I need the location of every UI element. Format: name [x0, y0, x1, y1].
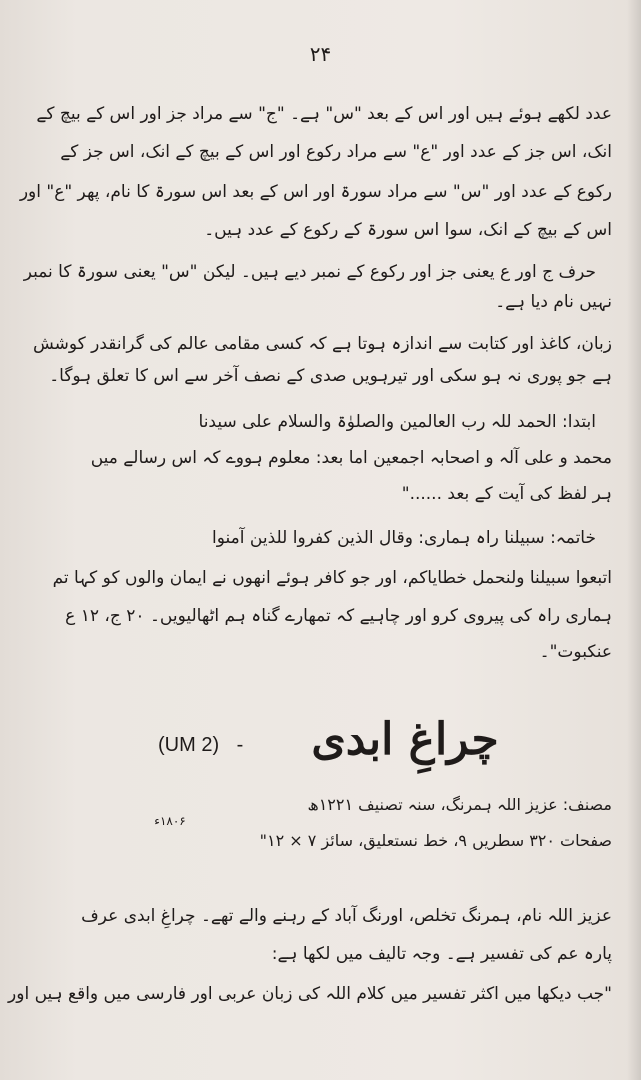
para2-line-1: حرف ج اور ع یعنی جز اور رکوع کے نمبر دیے ہیں۔ لیکن "س" یعنی سورۃ کا نمبر	[23, 262, 596, 282]
para4-line-1: ابتدا: الحمد للہ رب العالمین والصلوٰۃ والسلام علی سیدنا	[198, 412, 596, 432]
manuscript-code	[158, 734, 298, 757]
para5-line-3: ہماری راہ کی پیروی کرو اور چاہیے کہ تمھارے گناہ ہم اٹھالیویں۔ ۲۰ ج، ۱۲ ع	[65, 606, 612, 626]
para3-line-2: ہے جو پوری نہ ہو سکی اور تیرہویں صدی کے نصف آخر سے اس کا تعلق ہوگا۔	[49, 366, 612, 386]
para6-line-1: عزیز اللہ نام، ہمرنگ تخلص، اورنگ آباد کے رہنے والے تھے۔ چراغِ ابدی عرف	[81, 906, 612, 926]
para3-line-1: زبان، کاغذ اور کتابت سے اندازہ ہوتا ہے کہ کسی مقامی عالم کی گرانقدر کوشش	[32, 334, 612, 354]
para6-line-3: "جب دیکھا میں اکثر تفسیر میں کلام اللہ کی زبان عربی اور فارسی میں واقع ہیں اور	[8, 984, 612, 1004]
para6-line-2: پارہ عم کی تفسیر ہے۔ وجہ تالیف میں لکھا ہے:	[271, 944, 612, 964]
para4-line-3: ہر لفظ کی آیت کے بعد ......"	[401, 484, 612, 504]
year-ad: ۱۸۰۶ء	[154, 814, 186, 828]
para5-line-1: خاتمہ: سبیلنا راہ ہماری: وقال الذین کفروا للذین آمنوا	[212, 528, 596, 548]
para1-line-1: عدد لکھے ہوئے ہیں اور اس کے بعد "س" ہے۔ "ج" سے مراد جز اور اس کے بیچ کے	[36, 104, 612, 124]
page-binding-shadow	[627, 0, 641, 1080]
title-dash: -	[236, 734, 244, 756]
pages-line: صفحات ۳۲۰ سطریں ۹، خط نستعلیق، سائز ۷ × ۱۲"	[259, 831, 612, 850]
para5-line-4: عنکبوت"۔	[539, 642, 612, 662]
para1-line-4: اس کے بیچ کے انک، سوا اس سورۃ کے رکوع کے عدد ہیں۔	[204, 220, 612, 240]
author-line: مصنف: عزیز اللہ ہمرنگ، سنہ تصنیف ۱۲۲۱ھ	[307, 795, 612, 814]
para1-line-2: انک، اس جز کے عدد اور "ع" سے مراد رکوع اور اس کے بیچ کے انک، اس جز کے	[60, 142, 612, 162]
para1-line-3: رکوع کے عدد اور "س" سے مراد سورۃ اور اس کے بعد اس سورۃ کا نام، پھر "ع" اور	[19, 182, 612, 202]
manuscript-code-label: (UM 2)	[158, 734, 220, 756]
para2-line-2: نہیں نام دیا ہے۔	[495, 292, 612, 312]
para5-line-2: اتبعوا سبیلنا ولنحمل خطایاکم، اور جو کافر ہوئے انھوں نے ایمان والوں کو کہا تم	[52, 568, 612, 588]
page-number: ۲۴	[309, 42, 332, 66]
para4-line-2: محمد و علی آلہ و اصحابہ اجمعین اما بعد: معلوم ہووے کہ اس رسالے میں	[90, 448, 612, 468]
book-title: چراغِ ابدی	[311, 714, 499, 765]
